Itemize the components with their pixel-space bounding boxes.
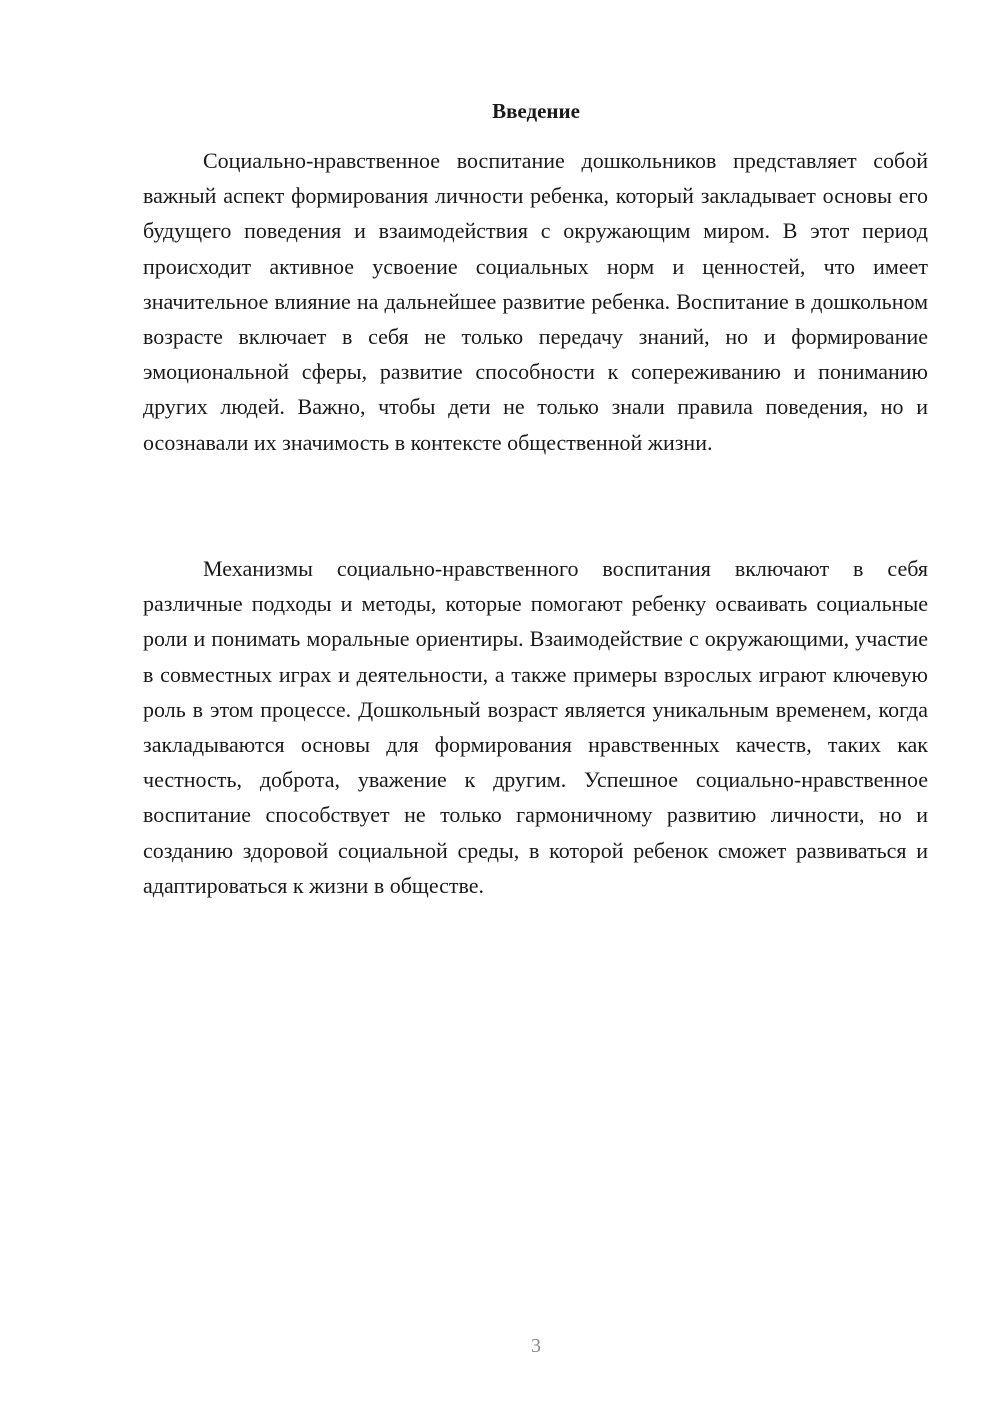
- paragraph-mechanisms: [143, 551, 928, 903]
- paragraph-text: Социально-нравственное воспитание дошкольников представляет собой важный аспект формирования личности ребенка, который закладывает основы его будущего поведения и взаимодействия с окружающим миром. В этот период происходит активное усвоение социальных норм и ценностей, что имеет значительное влияние на дальнейшее развитие ребенка. Воспитание в дошкольном возрасте включает в себя не только передачу знаний, но и формирование эмоциональной сферы, развитие способности к сопереживанию и пониманию других людей. Важно, чтобы дети не только знали правила поведения, но и осознавали их значимость в контексте общественной жизни.: [143, 148, 928, 455]
- section-title: Введение: [492, 99, 580, 123]
- page-number: 3: [531, 1335, 541, 1357]
- paragraph-intro: [143, 143, 928, 460]
- paragraph-text: Механизмы социально-нравственного воспитания включают в себя различные подходы и методы, которые помогают ребенку осваивать социальные роли и понимать моральные ориентиры. Взаимодействие с окружающими, участие в совместных играх и деятельности, а также примеры взрослых играют ключевую роль в этом процессе. Дошкольный возраст является уникальным временем, когда закладываются основы для формирования нравственных качеств, таких как честность, доброта, уважение к другим. Успешное социально-нравственное воспитание способствует не только гармоничному развитию личности, но и созданию здоровой социальной среды, в которой ребенок сможет развиваться и адаптироваться к жизни в обществе.: [143, 556, 928, 898]
